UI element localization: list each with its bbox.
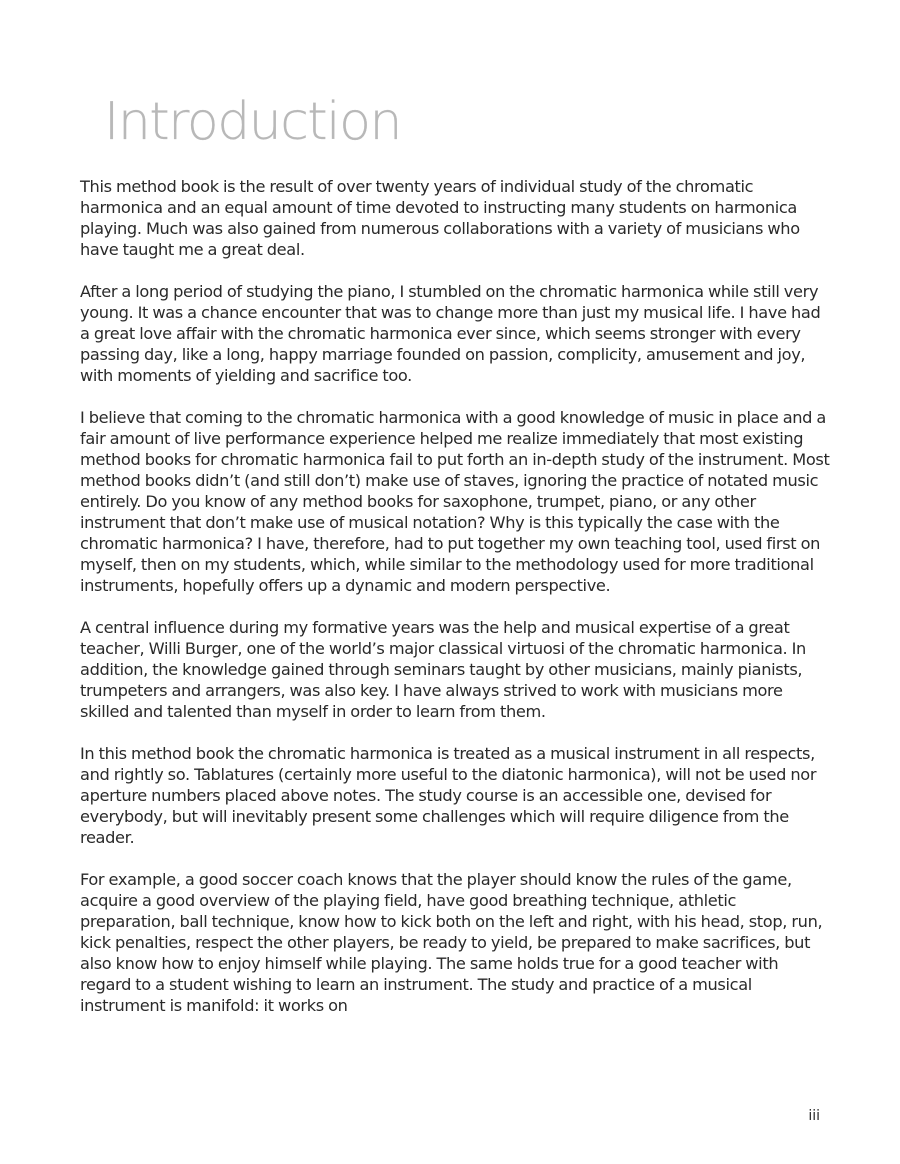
paragraph: A central influence during my formative years was the help and musical expertise of a great teacher, Willi Burger, one of the world’s major classical virtuosi of the chromatic harmonica. In addition, the knowledge gained through seminars taught by other musicians, mainly pianists, trumpeters and arrangers, was also key. I have always strived to work with musicians more skilled and talented than myself in order to learn from them. (80, 618, 806, 721)
body-text (80, 176, 830, 1037)
page-title: Introduction (104, 92, 401, 152)
paragraph: For example, a good soccer coach knows that the player should know the rules of the game, acquire a good overview of the playing field, have good breathing technique, athletic preparation, ball technique, know how to kick both on the left and right, with his head, stop, run, kick penalties, respect the other players, be ready to yield, be prepared to make sacrifices, but also know how to enjoy himself while playing. The same holds true for a good teacher with regard to a student wishing to learn an instrument. The study and practice of a musical instrument is manifold: it works on (80, 870, 823, 1015)
paragraph: In this method book the chromatic harmonica is treated as a musical instrument in all respects, and rightly so. Tablatures (certainly more useful to the diatonic harmonica), will not be used nor aperture numbers placed above notes. The study course is an accessible one, devised for everybody, but will inevitably present some challenges which will require diligence from the reader. (80, 744, 817, 847)
paragraph: This method book is the result of over twenty years of individual study of the chromatic harmonica and an equal amount of time devoted to instructing many students on harmonica playing. Much was also gained from numerous collaborations with a variety of musicians who have taught me a great deal. (80, 177, 800, 259)
paragraph: I believe that coming to the chromatic harmonica with a good knowledge of music in place and a fair amount of live performance experience helped me realize immediately that most existing method books for chromatic harmonica fail to put forth an in-depth study of the instrument. Most method books didn’t (and still don’t) make use of staves, ignoring the practice of notated music entirely. Do you know of any method books for saxophone, trumpet, piano, or any other instrument that don’t make use of musical notation? Why is this typically the case with the chromatic harmonica? I have, therefore, had to put together my own teaching tool, used first on myself, then on my students, which, while similar to the methodology used for more traditional instruments, hopefully offers up a dynamic and modern perspective. (80, 408, 830, 595)
paragraph: After a long period of studying the piano, I stumbled on the chromatic harmonica while still very young. It was a chance encounter that was to change more than just my musical life. I have had a great love affair with the chromatic harmonica ever since, which seems stronger with every passing day, like a long, happy marriage founded on passion, complicity, amusement and joy, with moments of yielding and sacrifice too. (80, 282, 821, 385)
page-number: iii (808, 1108, 820, 1124)
